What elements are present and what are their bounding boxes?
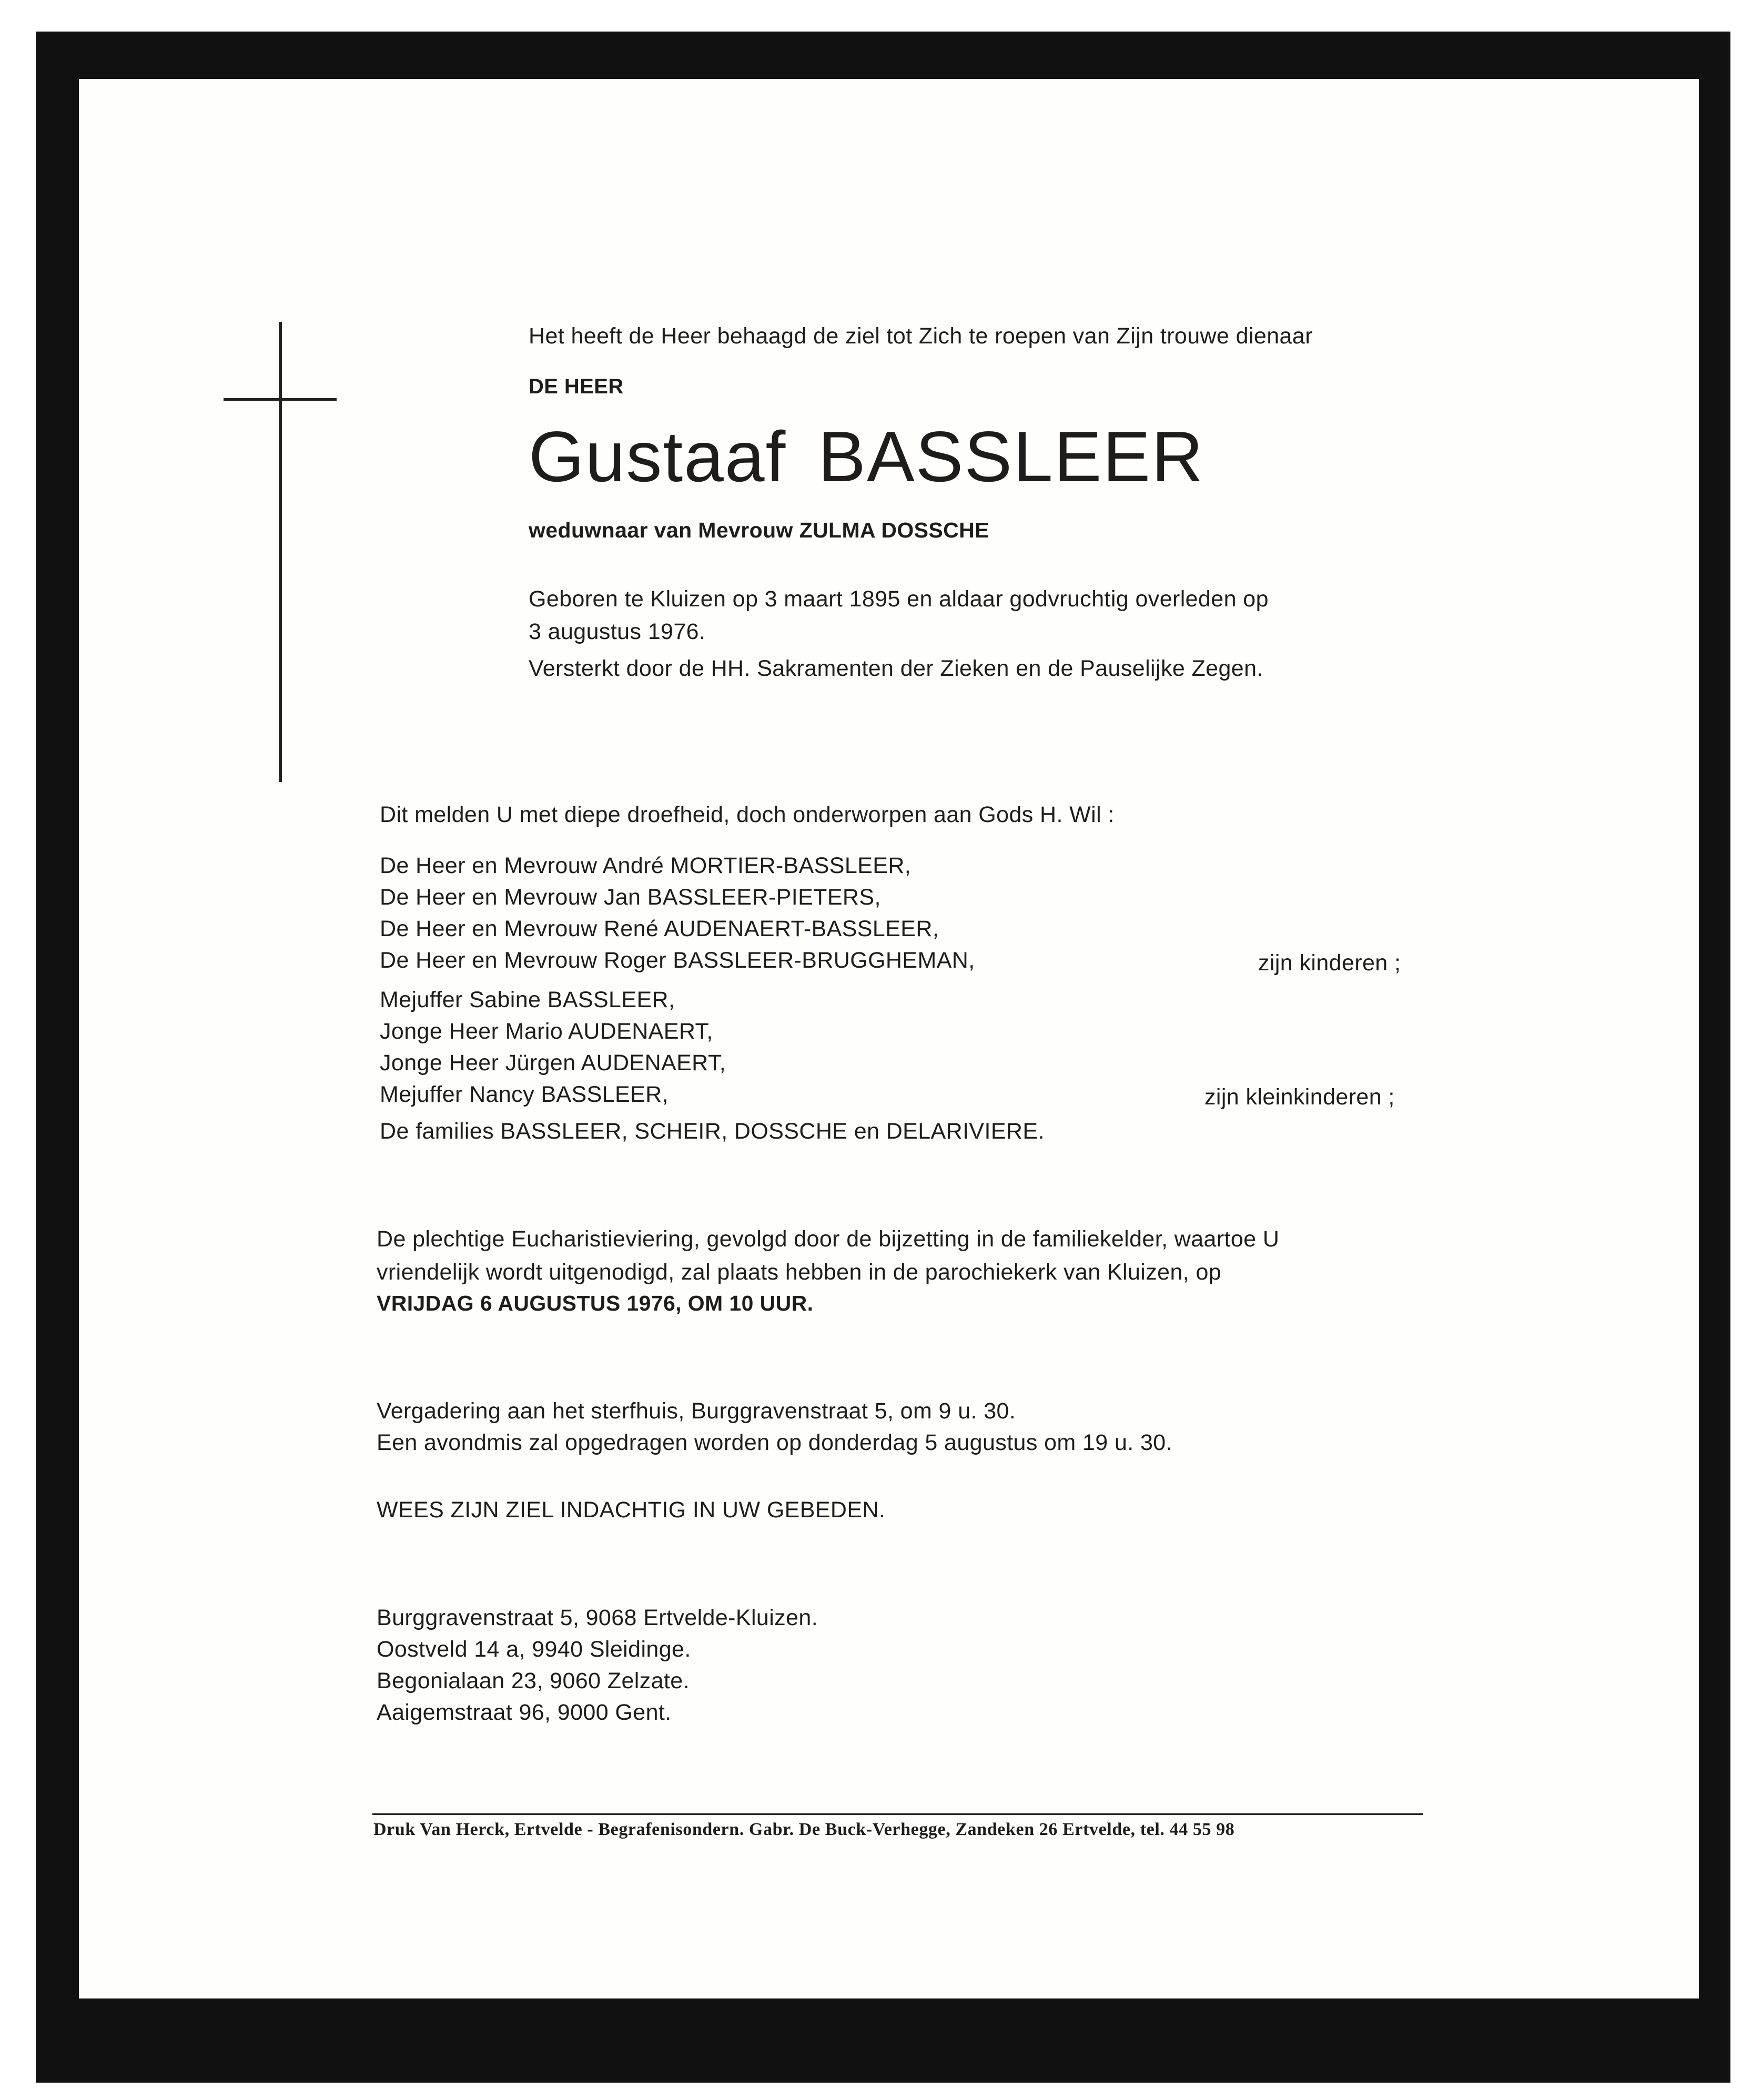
evening-mass-text: Een avondmis zal opgedragen worden op donderdag 5 augustus om 19 u. 30. (377, 1430, 1172, 1455)
child-line: De Heer en Mevrouw René AUDENAERT-BASSLEER, (380, 916, 939, 941)
deceased-name (529, 417, 1204, 496)
address-line: Begonialaan 23, 9060 Zelzate. (377, 1668, 690, 1693)
honorific: DE HEER (529, 375, 624, 398)
printer-credit: Druk Van Herck, Ertvelde - Begrafenisondern. Gabr. De Buck-Verhegge, Zandeken 26 Ertvelde, tel. 44 55 98 (373, 1820, 1235, 1839)
cross-icon-bar (224, 398, 337, 401)
children-label: zijn kinderen ; (1258, 950, 1401, 976)
ceremony-line-1: De plechtige Eucharistieviering, gevolgd door de bijzetting in de familiekelder, waartoe U (377, 1226, 1280, 1252)
intro-text: Het heeft de Heer behaagd de ziel tot Zich te roepen van Zijn trouwe dienaar (529, 323, 1313, 349)
born-line-1: Geboren te Kluizen op 3 maart 1895 en aldaar godvruchtig overleden op (529, 586, 1269, 612)
paper-sheet (79, 79, 1699, 1998)
grandchild-line: Jonge Heer Jürgen AUDENAERT, (380, 1050, 726, 1076)
address-line: Oostveld 14 a, 9940 Sleidinge. (377, 1637, 691, 1662)
ceremony-line-2: vriendelijk wordt uitgenodigd, zal plaats hebben in de parochiekerk van Kluizen, op (377, 1260, 1222, 1285)
grandchildren-label: zijn kleinkinderen ; (1204, 1084, 1395, 1110)
grandchild-line: Jonge Heer Mario AUDENAERT, (380, 1019, 713, 1044)
last-name: BASSLEER (818, 417, 1204, 496)
address-line: Aaigemstraat 96, 9000 Gent. (377, 1700, 672, 1725)
first-name: Gustaaf (529, 417, 787, 496)
ceremony-date: VRIJDAG 6 AUGUSTUS 1976, OM 10 UUR. (377, 1291, 814, 1315)
sacraments-text: Versterkt door de HH. Sakramenten der Zieken en de Pauselijke Zegen. (529, 656, 1263, 681)
widower-text: weduwnaar van Mevrouw ZULMA DOSSCHE (529, 518, 989, 542)
families-text: De families BASSLEER, SCHEIR, DOSSCHE en DELARIVIERE. (380, 1119, 1045, 1144)
meeting-text: Vergadering aan het sterfhuis, Burggravenstraat 5, om 9 u. 30. (377, 1398, 1016, 1424)
grandchild-line: Mejuffer Sabine BASSLEER, (380, 987, 675, 1012)
child-line: De Heer en Mevrouw Jan BASSLEER-PIETERS, (380, 885, 881, 910)
address-line: Burggravenstraat 5, 9068 Ertvelde-Kluizen. (377, 1605, 818, 1630)
born-line-2: 3 augustus 1976. (529, 619, 706, 644)
footer-divider (372, 1813, 1423, 1815)
announcement-text: Dit melden U met diepe droefheid, doch onderworpen aan Gods H. Wil : (380, 802, 1115, 827)
cross-icon (279, 322, 282, 782)
child-line: De Heer en Mevrouw André MORTIER-BASSLEER, (380, 853, 912, 878)
grandchild-line: Mejuffer Nancy BASSLEER, (380, 1082, 669, 1107)
child-line: De Heer en Mevrouw Roger BASSLEER-BRUGGHEMAN, (380, 948, 975, 973)
remember-text: WEES ZIJN ZIEL INDACHTIG IN UW GEBEDEN. (377, 1497, 886, 1523)
